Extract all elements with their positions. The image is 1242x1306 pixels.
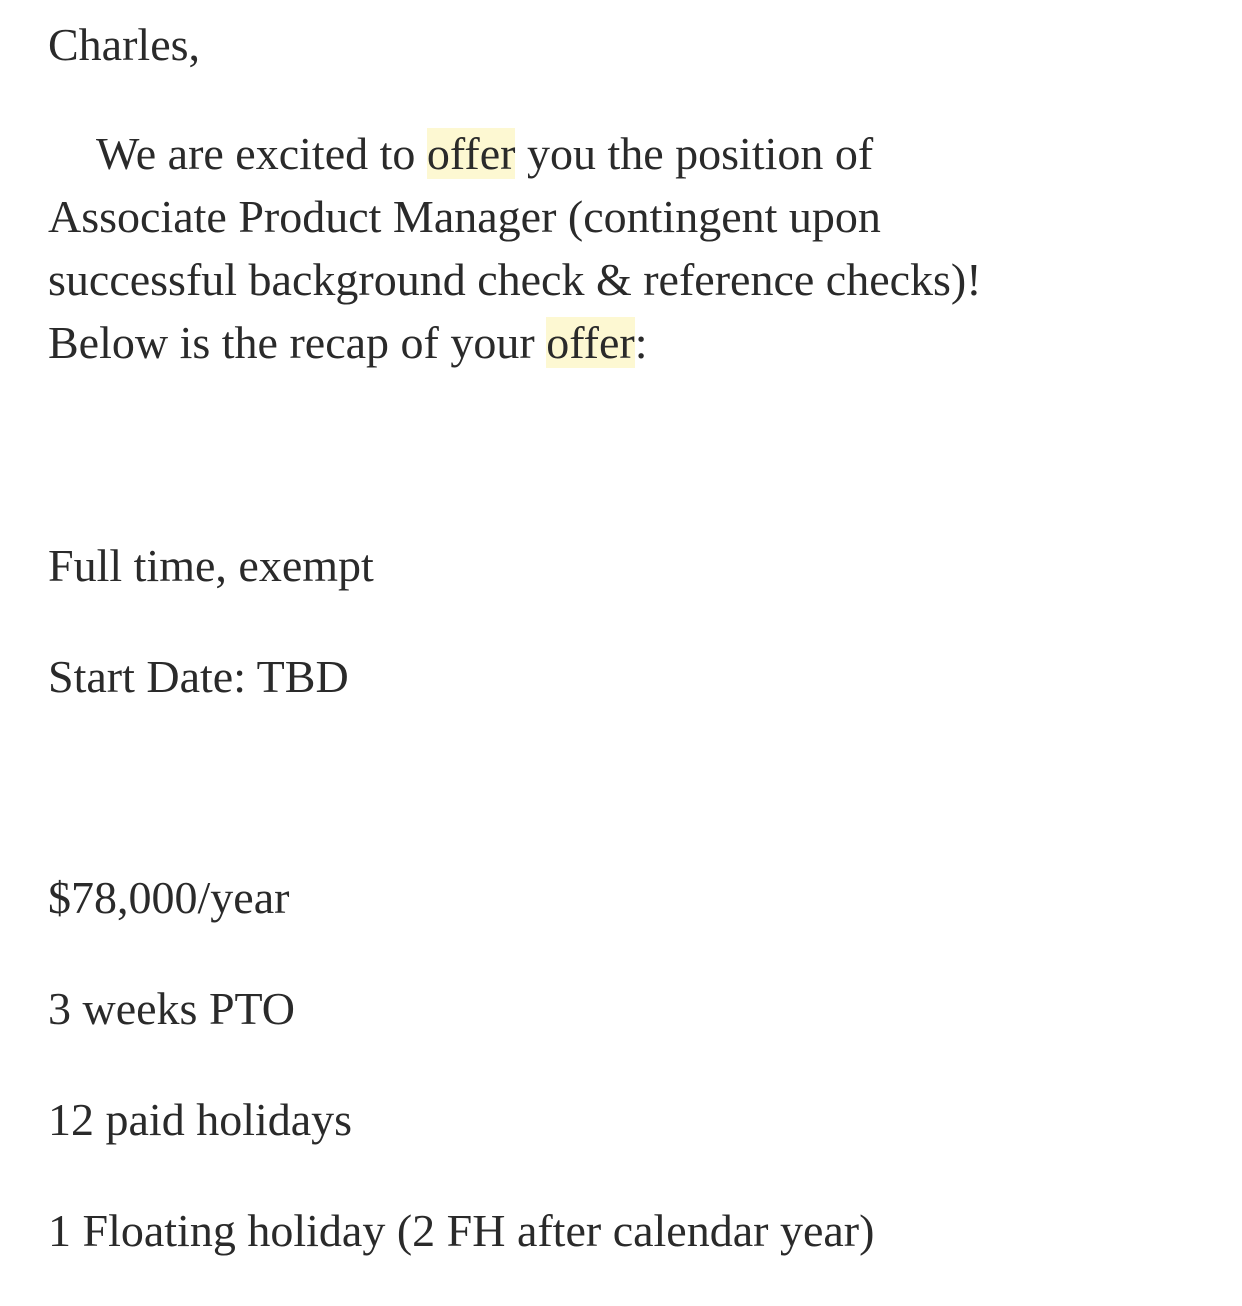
greeting: Charles, xyxy=(48,19,201,70)
employment-type: Full time, exempt xyxy=(48,540,374,591)
intro-line-4 xyxy=(48,312,648,374)
intro-line-2: Associate Product Manager (contingent upon xyxy=(48,191,881,242)
floating-holiday: 1 Floating holiday (2 FH after calendar year) xyxy=(48,1205,875,1256)
start-date: Start Date: TBD xyxy=(48,651,349,702)
intro-line-1 xyxy=(48,123,873,185)
search-highlight-offer: offer xyxy=(426,128,516,179)
intro-line-1-end: you the position of xyxy=(515,128,874,179)
intro-line-4-end: : xyxy=(634,317,648,368)
search-highlight-offer: offer xyxy=(546,317,635,368)
pto: 3 weeks PTO xyxy=(48,983,296,1034)
intro-line-1-start: We are excited to xyxy=(96,128,427,179)
paid-holidays: 12 paid holidays xyxy=(48,1094,353,1145)
salary: $78,000/year xyxy=(48,872,290,923)
intro-line-3: successful background check & reference checks)! xyxy=(48,254,982,305)
intro-line-4-start: Below is the recap of your xyxy=(48,317,547,368)
